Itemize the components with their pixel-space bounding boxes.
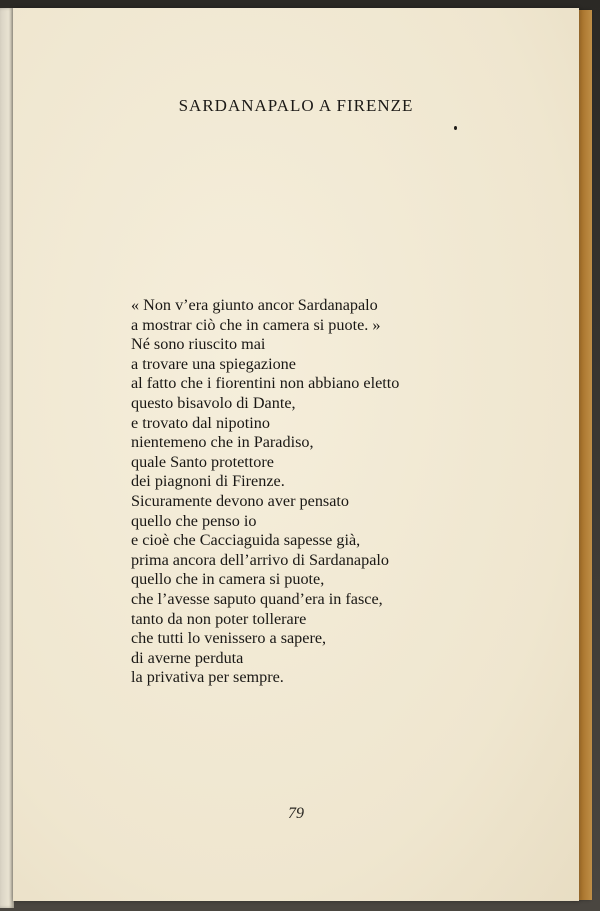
facing-page-edge xyxy=(0,8,14,908)
poem-line: quello che penso io xyxy=(131,511,257,530)
page-number: 79 xyxy=(288,805,304,822)
poem-line: la privativa per sempre. xyxy=(131,668,284,687)
poem-line: al fatto che i fiorentini non abbiano eletto xyxy=(131,374,400,393)
poem-line: e trovato dal nipotino xyxy=(131,413,270,432)
poem-line: e cioè che Cacciaguida sapesse già, xyxy=(131,531,361,550)
poem-line: Né sono riuscito mai xyxy=(131,335,266,354)
poem-line: di averne perduta xyxy=(131,648,244,667)
poem-line: questo bisavolo di Dante, xyxy=(131,393,296,412)
poem-line: quale Santo protettore xyxy=(131,452,274,471)
poem-line: a trovare una spiegazione xyxy=(131,354,296,373)
poem-line: che tutti lo venissero a sapere, xyxy=(131,629,327,648)
book-page xyxy=(13,8,579,901)
poem-line: quello che in camera si puote, xyxy=(131,570,325,589)
poem-line: Sicuramente devono aver pensato xyxy=(131,491,350,510)
poem-line: a mostrar ciò che in camera si puote. » xyxy=(131,315,381,334)
poem-line: prima ancora dell’arrivo di Sardanapalo xyxy=(131,550,389,569)
ink-speck xyxy=(454,126,457,130)
poem-body xyxy=(131,296,571,688)
poem-line: nientemeno che in Paradiso, xyxy=(131,433,314,452)
poem-line: tanto da non poter tollerare xyxy=(131,609,307,628)
poem-line: « Non v’era giunto ancor Sardanapalo xyxy=(131,296,378,314)
poem-line: che l’avesse saputo quand’era in fasce, xyxy=(131,589,383,608)
poem-line: dei piagnoni di Firenze. xyxy=(131,472,285,491)
page-title: SARDANAPALO A FIRENZE xyxy=(178,96,414,115)
